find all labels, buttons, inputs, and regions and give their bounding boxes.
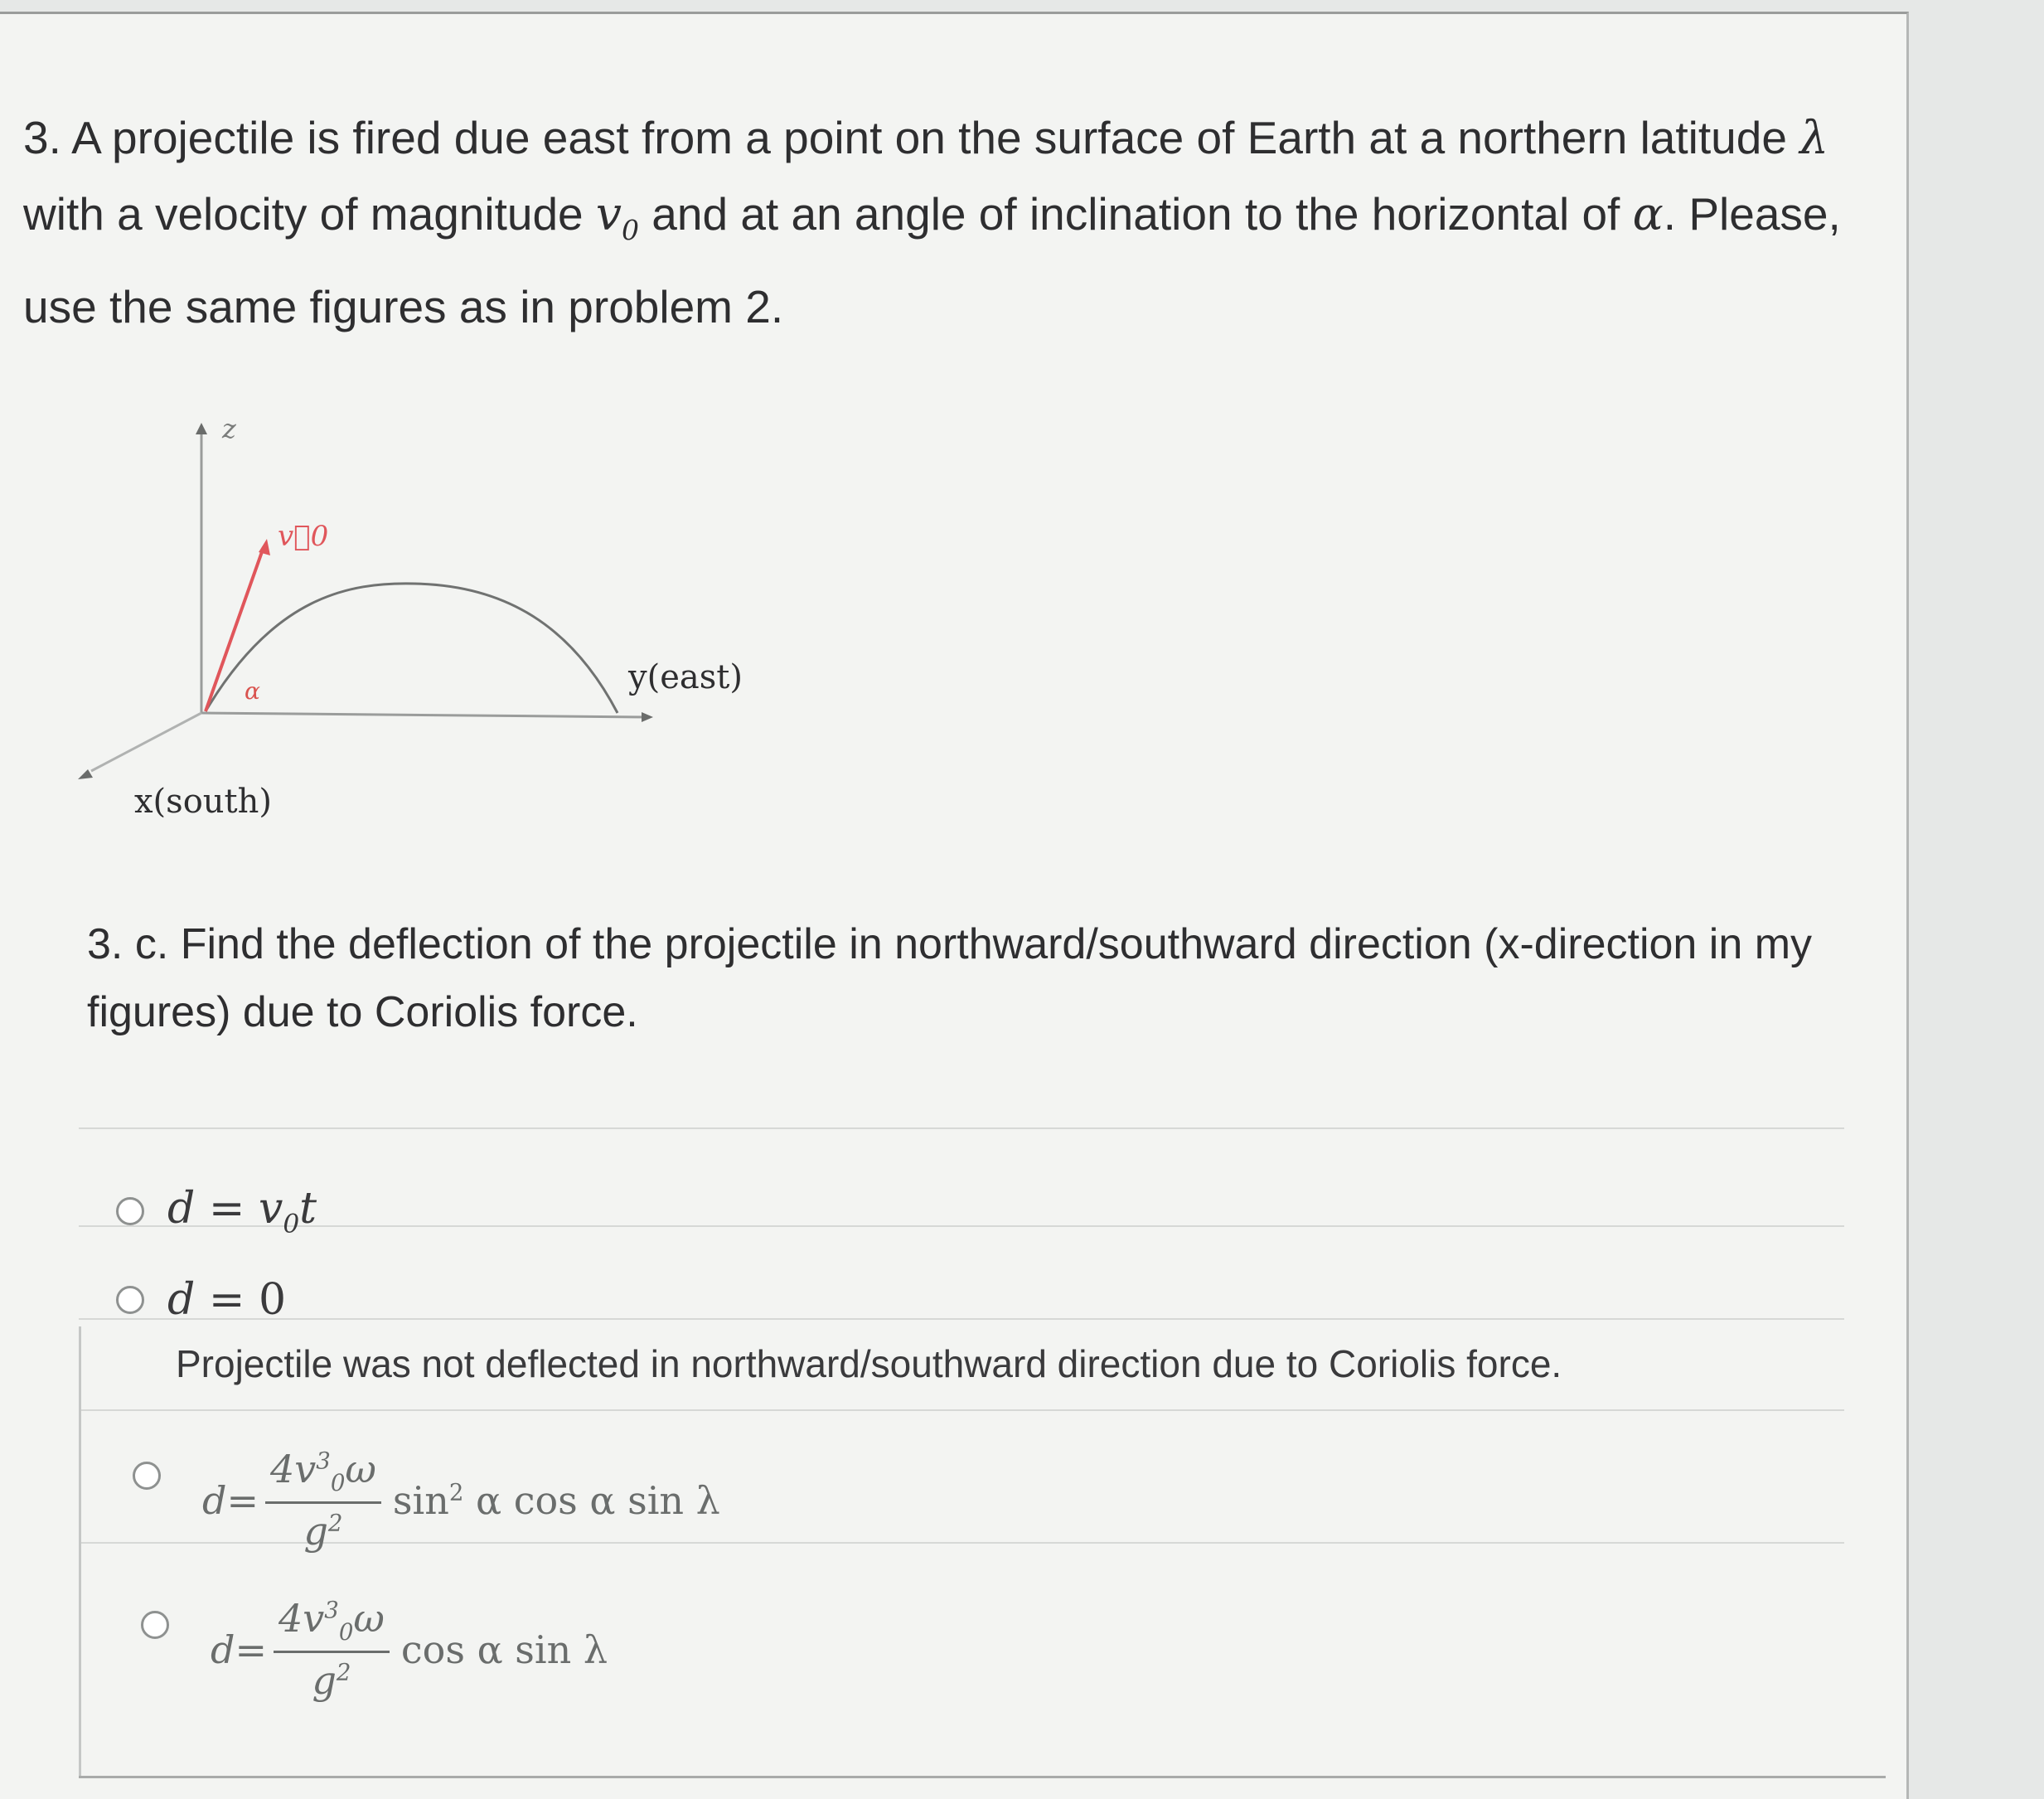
x-axis-label: x(south): [134, 783, 272, 821]
formula-equals: =: [195, 1275, 259, 1325]
radio-button[interactable]: [133, 1462, 161, 1490]
subquestion-text: [87, 910, 1844, 1046]
trajectory-curve: [206, 584, 618, 713]
formula-equals: =: [235, 1627, 267, 1672]
denominator-g: g: [303, 1509, 328, 1554]
formula-trig-terms: [393, 1478, 720, 1523]
formula-v-subscript: 0: [283, 1209, 300, 1239]
numerator-exponent: 3: [324, 1596, 339, 1624]
option-d-cos-sin[interactable]: [141, 1596, 608, 1703]
radio-button[interactable]: [116, 1286, 144, 1314]
formula-t: t: [299, 1184, 317, 1234]
divider: [79, 1127, 1844, 1129]
question-line-3: use the same figures as in problem 2.: [23, 281, 784, 332]
fraction-denominator: [312, 1653, 351, 1703]
alpha-symbol: α: [1632, 187, 1664, 240]
z-axis-label: z: [222, 413, 236, 444]
alpha-angle-label: α: [245, 677, 260, 705]
numerator-exponent: 3: [316, 1447, 331, 1475]
question-line-1-text: 3. A projectile is fired due east from a point on the surface of Earth at a northern latitude: [23, 112, 1800, 163]
divider: [79, 1318, 1844, 1320]
option-d-equals-zero[interactable]: [116, 1275, 286, 1325]
y-axis-arrowhead: [642, 712, 653, 722]
formula-rhs: 0: [258, 1275, 287, 1325]
numerator-omega: ω: [353, 1596, 385, 1641]
z-axis-arrowhead: [196, 423, 207, 434]
lambda-symbol: λ: [1799, 111, 1829, 164]
formula-equals: =: [195, 1184, 259, 1234]
option-d-equals-v0t[interactable]: [116, 1184, 317, 1239]
formula-v: v: [258, 1184, 283, 1234]
option-formula: [167, 1184, 317, 1239]
formula-lhs: d: [211, 1627, 235, 1672]
numerator-omega: ω: [345, 1447, 376, 1491]
y-axis-label: y(east): [628, 658, 743, 696]
denominator-exponent: 2: [336, 1658, 351, 1686]
trig-sin: sin: [392, 1477, 449, 1523]
projectile-figure: [75, 406, 787, 854]
formula-fraction: [265, 1447, 381, 1554]
subquestion-line-2: figures) due to Coriolis force.: [87, 988, 638, 1036]
denominator-g: g: [312, 1658, 337, 1704]
trig-rest: α cos α sin λ: [463, 1477, 720, 1523]
question-line-2-text-b: and at an angle of inclination to the horizontal of: [639, 188, 1633, 240]
option-formula: [202, 1447, 720, 1554]
option-explanation: Projectile was not deflected in northward/southward direction due to Coriolis force.: [176, 1342, 1562, 1385]
option-formula: [211, 1596, 608, 1703]
option-border: [79, 1326, 81, 1778]
v0-vector-label: v⃗0: [278, 520, 329, 553]
v0-letter: v: [595, 187, 622, 240]
numerator-4v: 4v: [270, 1447, 317, 1491]
bottom-border: [79, 1776, 1886, 1778]
numerator-subscript: 0: [330, 1469, 346, 1497]
formula-lhs: d: [167, 1275, 196, 1325]
y-axis: [201, 713, 647, 717]
question-line-2-text-c: . Please,: [1663, 188, 1841, 240]
question-text: [23, 99, 1880, 345]
formula-trig-terms: cos α sin λ: [400, 1627, 608, 1672]
subquestion-line-1: 3. c. Find the deflection of the projectile in northward/southward direction (x-direction in my: [87, 920, 1813, 968]
question-line-2-text: with a velocity of magnitude: [23, 188, 596, 240]
divider: [79, 1225, 1844, 1227]
x-axis-arrowhead: [78, 769, 93, 779]
question-line-2: [23, 176, 1880, 269]
formula-equals: =: [226, 1477, 259, 1523]
radio-button[interactable]: [116, 1197, 144, 1225]
x-axis: [91, 713, 201, 771]
divider: [79, 1409, 1844, 1411]
formula-lhs: d: [167, 1184, 196, 1234]
radio-button[interactable]: [141, 1611, 169, 1639]
question-line-1: [23, 99, 1880, 176]
v0-subscript: 0: [622, 214, 639, 246]
formula-lhs: d: [202, 1477, 227, 1523]
fraction-numerator: [274, 1596, 390, 1653]
formula-fraction: [274, 1596, 390, 1703]
fraction-numerator: [265, 1447, 381, 1504]
numerator-4v: 4v: [279, 1596, 325, 1641]
numerator-subscript: 0: [338, 1618, 354, 1646]
fraction-denominator: [303, 1504, 342, 1554]
option-d-sin2-cos-sin[interactable]: [133, 1447, 720, 1554]
option-formula: [167, 1275, 286, 1325]
trig-exponent: 2: [448, 1478, 464, 1506]
v0-symbol: [595, 187, 639, 246]
denominator-exponent: 2: [327, 1509, 343, 1537]
projectile-diagram: [75, 406, 787, 854]
